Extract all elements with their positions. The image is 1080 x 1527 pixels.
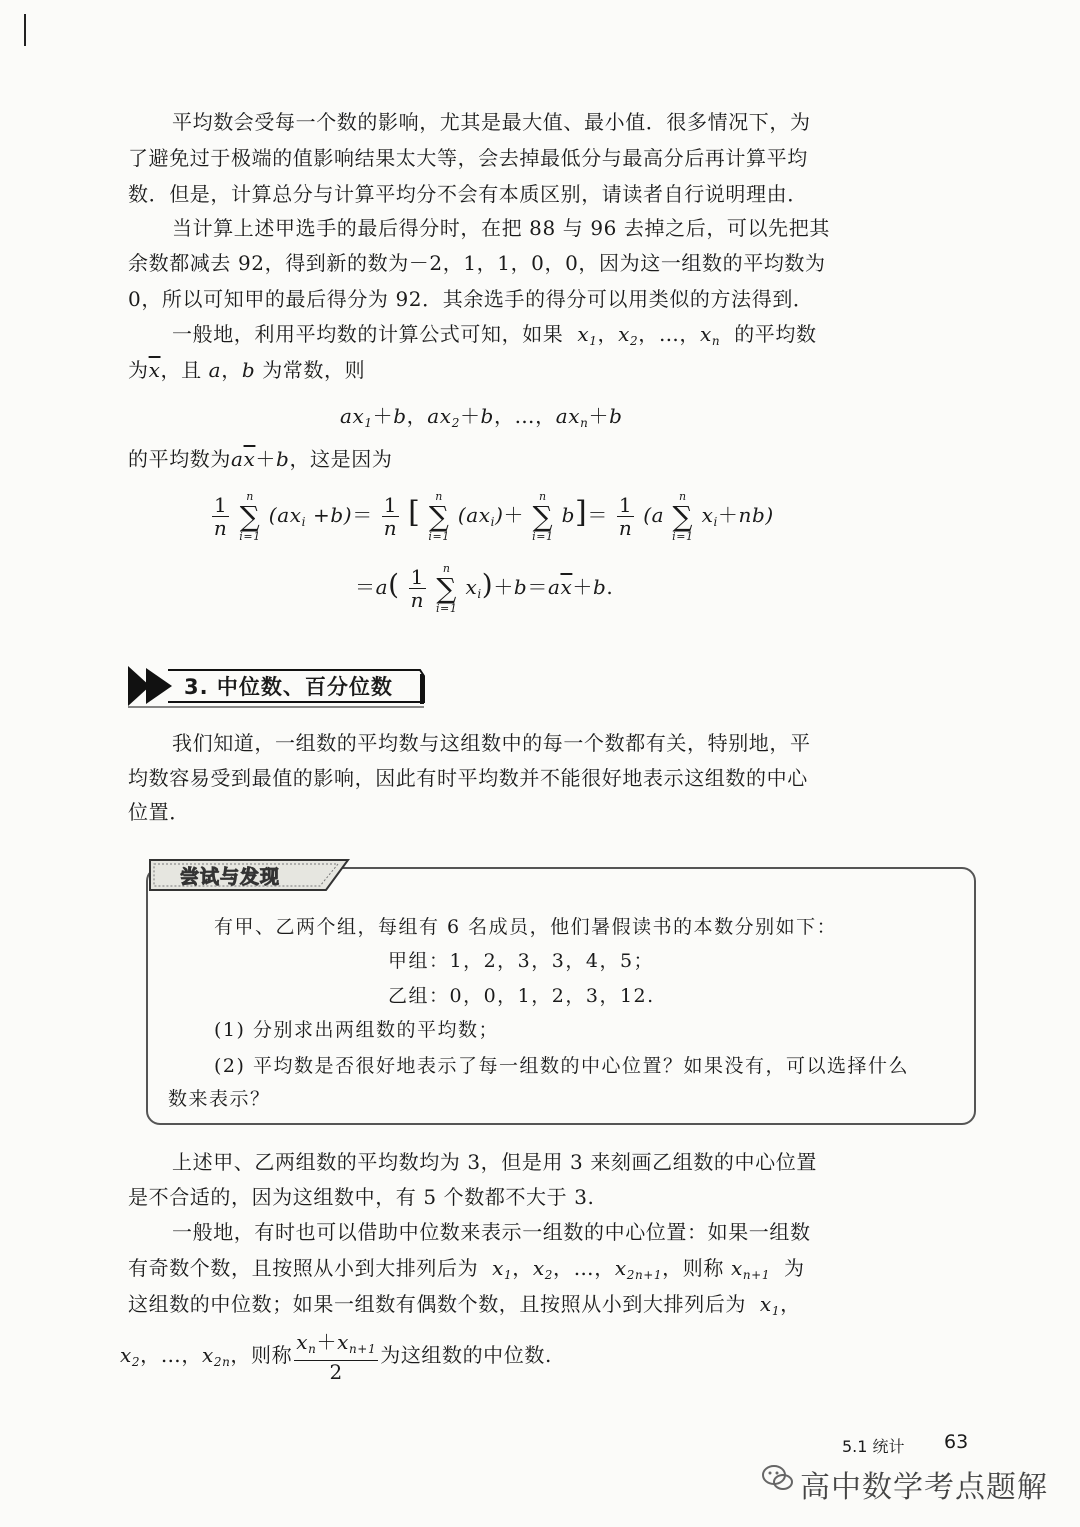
math-x-list: $x_1$，$x_2$，…，$x_n$ bbox=[570, 322, 721, 348]
p1-line-1: 平均数会受每一个数的影响，尤其是最大值、最小值．很多情况下，为 bbox=[172, 110, 811, 134]
footer-section: 5.1 统计 bbox=[842, 1437, 905, 1456]
p6-text: 有奇数个数，且按照从小到大排列后为 bbox=[128, 1256, 479, 1280]
p4-line-3: 位置． bbox=[128, 800, 190, 824]
frac-1-n: $\frac{1}{n}$ bbox=[410, 565, 425, 612]
p1-line-2: 了避免过于极端的值影响结果太大等，会去掉最低分与最高分后再计算平均 bbox=[128, 146, 808, 170]
p6-text: 这组数的中位数；如果一组数有偶数个数，且按照从小到大排列后为 bbox=[128, 1292, 746, 1316]
sum-symbol: n ∑ i=1 bbox=[532, 489, 554, 543]
wechat-logo-icon bbox=[760, 1460, 796, 1496]
section-heading: 3. 中位数、百分位数 bbox=[184, 675, 393, 699]
try-question-2a: (2) 平均数是否很好地表示了每一组数的中心位置？如果没有，可以选择什么 bbox=[214, 1055, 909, 1077]
p6-text: ，则称 bbox=[230, 1343, 293, 1367]
equation-line-2: ＝a( $\frac{1}{n}$ n ∑ i=1 $x_i)+b=a\overline{x}+b$. bbox=[355, 561, 614, 615]
p3-text: 的平均数 bbox=[734, 322, 817, 346]
sum-symbol: n ∑ i=1 bbox=[239, 489, 261, 543]
p3-line-3 bbox=[128, 445, 392, 473]
p3-text: 的平均数为 bbox=[128, 447, 231, 471]
p3-text: 一般地，利用平均数的计算公式可知，如果 bbox=[172, 322, 564, 346]
math-odd-list: $x_1$，$x_2$，…，$x_{2n+1}$ bbox=[485, 1256, 663, 1282]
p6-line-2 bbox=[128, 1254, 805, 1289]
p5-line-1: 上述甲、乙两组数的平均数均为 3，但是用 3 来刻画乙组数的中心位置 bbox=[172, 1150, 817, 1174]
frac-1-n: $\frac{1}{n}$ bbox=[618, 493, 633, 540]
p3-line-2 bbox=[128, 356, 365, 384]
p6-text: ，则称 bbox=[662, 1256, 724, 1280]
p3-text: ，这是因为 bbox=[289, 447, 393, 471]
math-xbar: $\overline{x}$ bbox=[148, 358, 161, 382]
sum-symbol: n ∑ i=1 bbox=[428, 489, 450, 543]
p3-text: 为常数，则 bbox=[262, 358, 366, 382]
margin-mark bbox=[24, 14, 26, 46]
equation-line-1: $\frac{1}{n}$ n ∑ i=1 $(ax_i +b)=$ $\frac{1}{n}$ [ n ∑ i=1 $(ax_i)+$ n ∑ i=1 b]＝ $\frac{1}{n}$ (a n ∑ i=1 $x_i+nb$) bbox=[213, 489, 774, 543]
p2-line-1: 当计算上述甲选手的最后得分时，在把 88 与 96 去掉之后，可以先把其 bbox=[172, 216, 830, 240]
p6-line-3 bbox=[128, 1290, 801, 1325]
try-group-a: 甲组：1，2，3，3，4，5； bbox=[388, 950, 655, 972]
footer-page-number: 63 bbox=[944, 1431, 969, 1453]
p4-line-1: 我们知道，一组数的平均数与这组数中的每一个数都有关，特别地，平 bbox=[172, 731, 811, 755]
p2-line-2: 余数都减去 92，得到新的数为－2，1，1，0，0，因为这一组数的平均数为 bbox=[128, 251, 826, 275]
p3-text: ，且 bbox=[160, 358, 202, 382]
p4-line-2: 均数容易受到最值的影响，因此有时平均数并不能很好地表示这组数的中心 bbox=[128, 766, 808, 790]
frac-1-n: $\frac{1}{n}$ bbox=[213, 493, 228, 540]
frac-1-n: $\frac{1}{n}$ bbox=[383, 493, 398, 540]
try-question-1: (1) 分别求出两组数的平均数； bbox=[214, 1019, 499, 1041]
math-axbar-b: $a\overline{x}+b$ bbox=[231, 447, 290, 471]
p6-text: 为这组数的中位数. bbox=[380, 1343, 552, 1367]
median-even-fraction: $\frac{x_n+x_{n+1}}{2}$ bbox=[296, 1329, 377, 1384]
math-x1: $x_1$， bbox=[752, 1292, 801, 1318]
math-ax-list: $ax_1+b$，$ax_2+b$，…，$ax_n+b$ bbox=[340, 404, 623, 430]
try-intro: 有甲、乙两个组，每组有 6 名成员，他们暑假读书的本数分别如下： bbox=[214, 916, 838, 938]
try-tab-label: 尝试与发现 bbox=[180, 866, 281, 888]
math-even-list: $x_2$，…，$x_{2n}$ bbox=[120, 1343, 231, 1369]
p6-text: 为 bbox=[784, 1256, 805, 1280]
watermark-text: 高中数学考点题解 bbox=[800, 1470, 1048, 1505]
try-question-2b: 数来表示？ bbox=[168, 1088, 271, 1110]
p2-line-3: 0，所以可知甲的最后得分为 92．其余选手的得分可以用类似的方法得到． bbox=[128, 287, 814, 311]
p1-line-3: 数．但是，计算总分与计算平均分不会有本质区别，请读者自行说明理由． bbox=[128, 182, 808, 206]
try-group-b: 乙组：0，0，1，2，3，12. bbox=[388, 985, 655, 1007]
p6-line-4 bbox=[120, 1329, 552, 1384]
sum-symbol: n ∑ i=1 bbox=[435, 561, 458, 615]
p5-line-2: 是不合适的，因为这组数中，有 5 个数都不大于 3. bbox=[128, 1185, 595, 1209]
sum-symbol: n ∑ i=1 bbox=[672, 489, 694, 543]
p3-text: 为 bbox=[128, 358, 149, 382]
p6-line-1: 一般地，有时也可以借助中位数来表示一组数的中心位置：如果一组数 bbox=[172, 1220, 811, 1244]
p3-line-1 bbox=[172, 320, 817, 355]
math-median-odd: $x_{n+1}$ bbox=[730, 1256, 771, 1282]
math-a-b: a，b bbox=[208, 358, 256, 382]
